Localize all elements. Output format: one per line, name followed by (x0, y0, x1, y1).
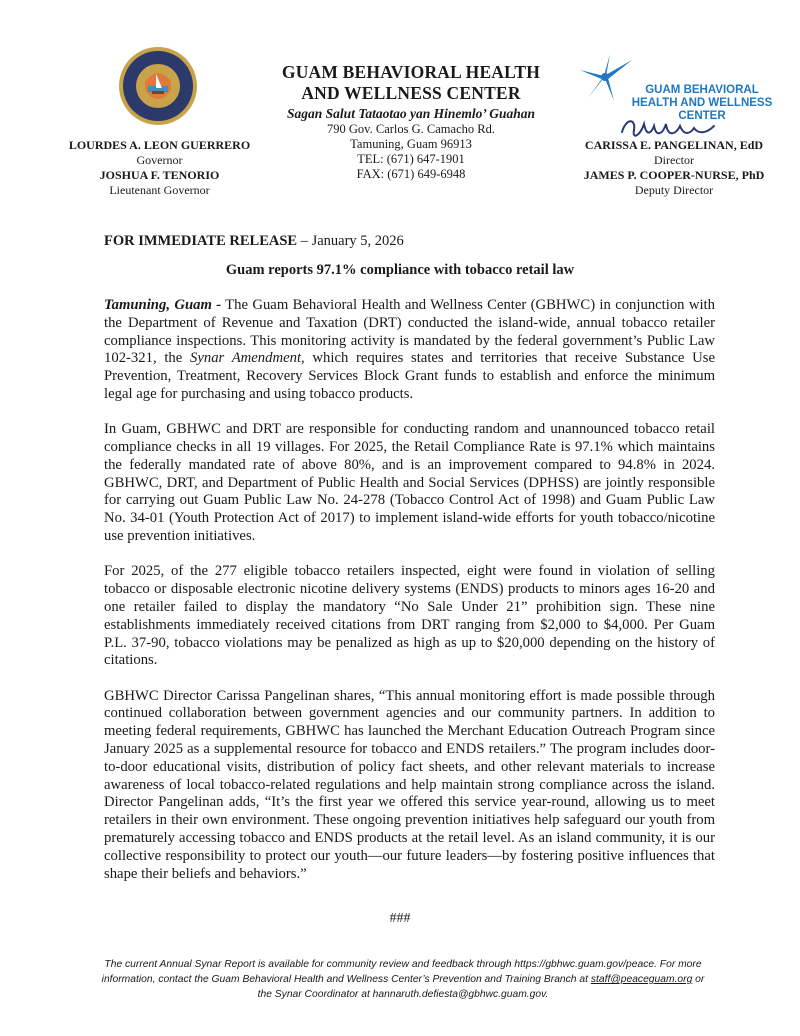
address-line2: Tamuning, Guam 96913 (350, 137, 472, 151)
org-name-line1: GUAM BEHAVIORAL HEALTH (281, 62, 541, 82)
logo-line3: CENTER (678, 110, 726, 122)
lt-governor-title: Lieutenant Governor (109, 183, 210, 197)
headline: Guam reports 97.1% compliance with tobacco retail law (225, 262, 575, 278)
paragraph-1-text-b: which requires states and territories that receive Substance Use Prevention, Treatment, Recovery Services Block Grant funds to establish and enforce the minimum legal age for purchasing and using tobacco products. (104, 350, 715, 402)
governor-title: Governor (136, 153, 183, 167)
footer-note (98, 957, 708, 1002)
right-officials (574, 138, 774, 198)
director-name: CARISSA E. PANGELINAN, EdD (584, 138, 764, 152)
address-line1: 790 Gov. Carlos G. Camacho Rd. (327, 122, 495, 136)
logo-line1: GUAM BEHAVIORAL (645, 84, 759, 96)
org-name-line2: AND WELLNESS CENTER (301, 83, 521, 103)
phone: TEL: (671) 647-1901 (357, 152, 465, 166)
deputy-director-title: Deputy Director (634, 183, 714, 197)
deputy-director-name: JAMES P. COOPER-NURSE, PhD (583, 168, 765, 182)
fax: FAX: (671) 649-6948 (356, 167, 466, 181)
paragraph-1 (104, 297, 715, 404)
left-officials (62, 138, 257, 198)
end-marker: ### (389, 911, 411, 926)
paragraph-3: For 2025, of the 277 eligible tobacco retailers inspected, eight were found in violation of selling tobacco or disposable electronic nicotine delivery systems (ENDS) products to minors ages 16-20 and one retailer failed to display the mandatory “No Sale Under 21” prohibition sign. These nine establishments immediately received citations from DRT ranging from $2,000 to $4,000. Per Guam P.L. 37-90, tobacco violations may be penalized as high as up to $20,000 depending on the history of citations. (104, 563, 715, 669)
director-title: Director (654, 153, 694, 167)
synar-amendment: Synar Amendment, (189, 350, 305, 367)
motto: Sagan Salut Tataotao yan Hinemlo’ Guahan (287, 106, 535, 121)
lt-governor-name: JOSHUA F. TENORIO (99, 168, 220, 182)
paragraph-4: GBHWC Director Carissa Pangelinan shares, “This annual monitoring effort is made possible through continued collaboration between government agencies and our community partners. In addition to meeting federal requirements, GBHWC has launched the Merchant Education Outreach Program since January 2025 as a supplemental resource for tobacco and ENDS retailers.” The program includes door-to-door educational visits, distribution of policy fact sheets, and other relevant materials to increase awareness of local tobacco-related regulations and help maintain strong compliance across the island. Director Pangelinan adds, “It’s the first year we offered this service year-round, allowing us to meet retailers in their own environment. These ongoing prevention initiatives help safeguard our youth from prematurely accessing tobacco and ENDS products at the retail level. As an island community, it is our collective responsibility to protect our youth—our future leaders—by fostering positive influences that shape their beliefs and behaviors.” (104, 687, 715, 882)
footer-text-2: or the Synar Coordinator at hannaruth.defiesta@gbhwc.guam.gov. (257, 974, 705, 1000)
governor-name: LOURDES A. LEON GUERRERO (68, 138, 251, 152)
press-release-body (104, 297, 715, 901)
dateline: Tamuning, Guam - (104, 297, 222, 313)
governor-seal (118, 46, 198, 126)
release-label: FOR IMMEDIATE RELEASE (104, 233, 298, 249)
footer-email-link[interactable]: staff@peaceguam.org (590, 974, 693, 985)
release-date: – January 5, 2026 (297, 233, 404, 249)
logo-line2: HEALTH AND WELLNESS (631, 97, 773, 109)
paragraph-2: In Guam, GBHWC and DRT are responsible for conducting random and unannounced tobacco retail compliance checks in all 19 villages. For 2025, the Retail Compliance Rate is 97.1% which maintains the federally mandated rate of above 80%, and is an improvement compared to 94.8% in 2024. GBHWC, DRT, and Department of Public Health and Social Services (DPHSS) are jointly responsible for carrying out Guam Public Law No. 24-278 (Tobacco Control Act of 1998) and Guam Public Law No. 34-01 (Youth Protection Act of 2017) to implement island-wide efforts for youth tobacco/nicotine use prevention initiatives. (104, 421, 715, 545)
release-line (104, 233, 404, 250)
letterhead (252, 62, 570, 182)
footer-text-1: The current Annual Synar Report is available for community review and feedback through https://gbhwc.guam.gov/peace. For more information, contact the Guam Behavioral Health and Wellness Center’s Prevention and Training Branch at (101, 959, 702, 985)
paragraph-1-text-a: The Guam Behavioral Health and Wellness Center (GBHWC) in conjunction with the Department of Revenue and Taxation (DRT) conducted the island-wide, annual tobacco retailer compliance inspections. This monitoring activity is mandated by the federal government’s Public Law 102-321, the (104, 297, 715, 367)
